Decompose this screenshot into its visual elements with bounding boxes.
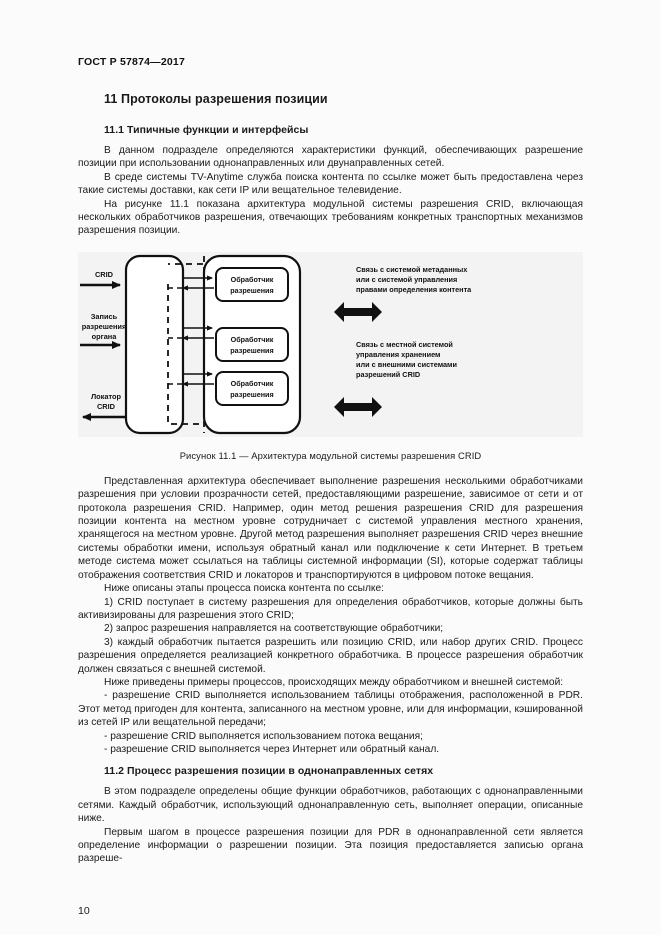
document-content bbox=[78, 56, 583, 866]
dash-item-3: - разрешение CRID выполняется через Интернет или обратный канал. bbox=[104, 743, 440, 755]
note-top-line2: или с системой управления bbox=[356, 274, 458, 284]
handler-1-label-line2: разрешения bbox=[230, 285, 274, 295]
dash-item-2: - разрешение CRID выполняется использованием потока вещания; bbox=[104, 730, 423, 742]
crid-input-label: CRID bbox=[94, 269, 114, 279]
handler-3-label-line1: Обработчик bbox=[230, 378, 274, 388]
record-input-label-line2: разрешения bbox=[81, 321, 127, 331]
paragraph-5: Ниже описаны этапы процесса поиска контента по ссылке: bbox=[104, 583, 384, 595]
section-11-title: 11 Протоколы разрешения позиции bbox=[104, 92, 328, 106]
resolution-system-block bbox=[126, 256, 183, 433]
paragraph-7: В этом подразделе определены общие функции обработчиков, работающих с однонаправленными сетями. Каждый обработчик, использующий однонаправленную сеть, выполняет операции, описанные ниже. bbox=[78, 786, 583, 825]
handler-2-label-line1: Обработчик bbox=[230, 334, 274, 344]
handler-3-label-line2: разрешения bbox=[230, 389, 274, 399]
locator-output-label-line1: Локатор bbox=[90, 391, 122, 401]
locator-output-label-line2: CRID bbox=[96, 401, 116, 411]
list-item-2: 2) запрос разрешения направляется на соответствующие обработчики; bbox=[104, 623, 444, 635]
figure-caption: Рисунок 11.1 — Архитектура модульной системы разрешения CRID bbox=[179, 449, 482, 461]
record-input-label-line3: органа bbox=[91, 331, 117, 341]
paragraph-6: Ниже приведены примеры процессов, происходящих между обработчиком и внешней системой: bbox=[104, 676, 564, 688]
paragraph-8: Первым шагом в процессе разрешения позиции для PDR в однонаправленной сети является определение информации о разрешении позиции. Эта позиция предоставляется записью органа разреше- bbox=[78, 826, 583, 865]
handler-box-2 bbox=[216, 328, 288, 361]
note-bottom-line2: управления хранением bbox=[356, 349, 441, 359]
figure-11-1 bbox=[78, 252, 583, 461]
figure-canvas bbox=[78, 252, 583, 437]
list-item-3: 3) каждый обработчик пытается разрешить или позицию CRID, или набор других CRID. Процесс разрешения определяется реализацией конкретного обработчика. В процессе разрешения обработчик должен связаться с внешней системой. bbox=[78, 636, 583, 675]
standard-header: ГОСТ Р 57874—2017 bbox=[78, 56, 186, 68]
handler-1-label-line1: Обработчик bbox=[230, 274, 274, 284]
record-input-label-line1: Запись bbox=[90, 311, 118, 321]
architecture-diagram bbox=[78, 252, 583, 437]
page-number: 10 bbox=[78, 905, 90, 917]
list-item-1: 1) CRID поступает в систему разрешения для определения обработчиков, которые должны быть активизированы для разрешения этого CRID; bbox=[78, 596, 583, 621]
dash-item-1: - разрешение CRID выполняется использованием таблицы отображения, расположенной в PDR. Этот метод пригоден для контента, записанного на местном уровне, или для информации, кэшированной из сетей IP или вещательной передачи; bbox=[78, 690, 583, 729]
handler-box-3 bbox=[216, 372, 288, 405]
handler-box-1 bbox=[216, 268, 288, 301]
note-bottom-line4: разрешений CRID bbox=[356, 369, 421, 379]
paragraph-3: На рисунке 11.1 показана архитектура модульной системы разрешения CRID, включающая нескольких обработчиков разрешения, отвечающих требованиям конкретных транспортных механизмов разрешения позиции. bbox=[78, 198, 583, 237]
paragraph-4: Представленная архитектура обеспечивает выполнение разрешения несколькими обработчиками разрешения при условии прозрачности сетей, предоставляющими разрешение, зависимое от сети и от протокола разрешения CRID. Например, один метод решения разрешения CRID для разрешения позиции контента на местном уровне сотрудничает с системой управления местного хранения, хранящегося на местном уровне. Другой метод разрешения выполняет разрешения CRID через внешние системы обработки имени, используя обратный канал или подключение к сети Интернет. В третьем методе система может ссылаться на таблицы системной информации (SI), которые содержат таблицы отображения соответствия CRID и локаторов и транспортируются в цифровом потоке вещания. bbox=[78, 475, 583, 581]
paragraph-1: В данном подразделе определяются характеристики функций, обеспечивающих разрешение позиции при использовании однонаправленных или двунаправленных сетей. bbox=[78, 145, 583, 170]
handler-2-label-line2: разрешения bbox=[230, 345, 274, 355]
note-top-line1: Связь с системой метаданных bbox=[356, 264, 468, 274]
section-11-1-title: 11.1 Типичные функции и интерфейсы bbox=[104, 124, 309, 136]
section-11-2-title: 11.2 Процесс разрешения позиции в однонаправленных сетях bbox=[104, 765, 434, 778]
note-top-line3: правами определения контента bbox=[356, 284, 472, 294]
paragraph-2: В среде системы TV-Anytime служба поиска контента по ссылке может быть предоставлена через такие системы доставки, как сети IP или вещательное телевидение. bbox=[78, 171, 583, 197]
note-bottom-line1: Связь с местной системой bbox=[356, 339, 453, 349]
note-bottom-line3: или с внешними системами bbox=[356, 359, 457, 369]
